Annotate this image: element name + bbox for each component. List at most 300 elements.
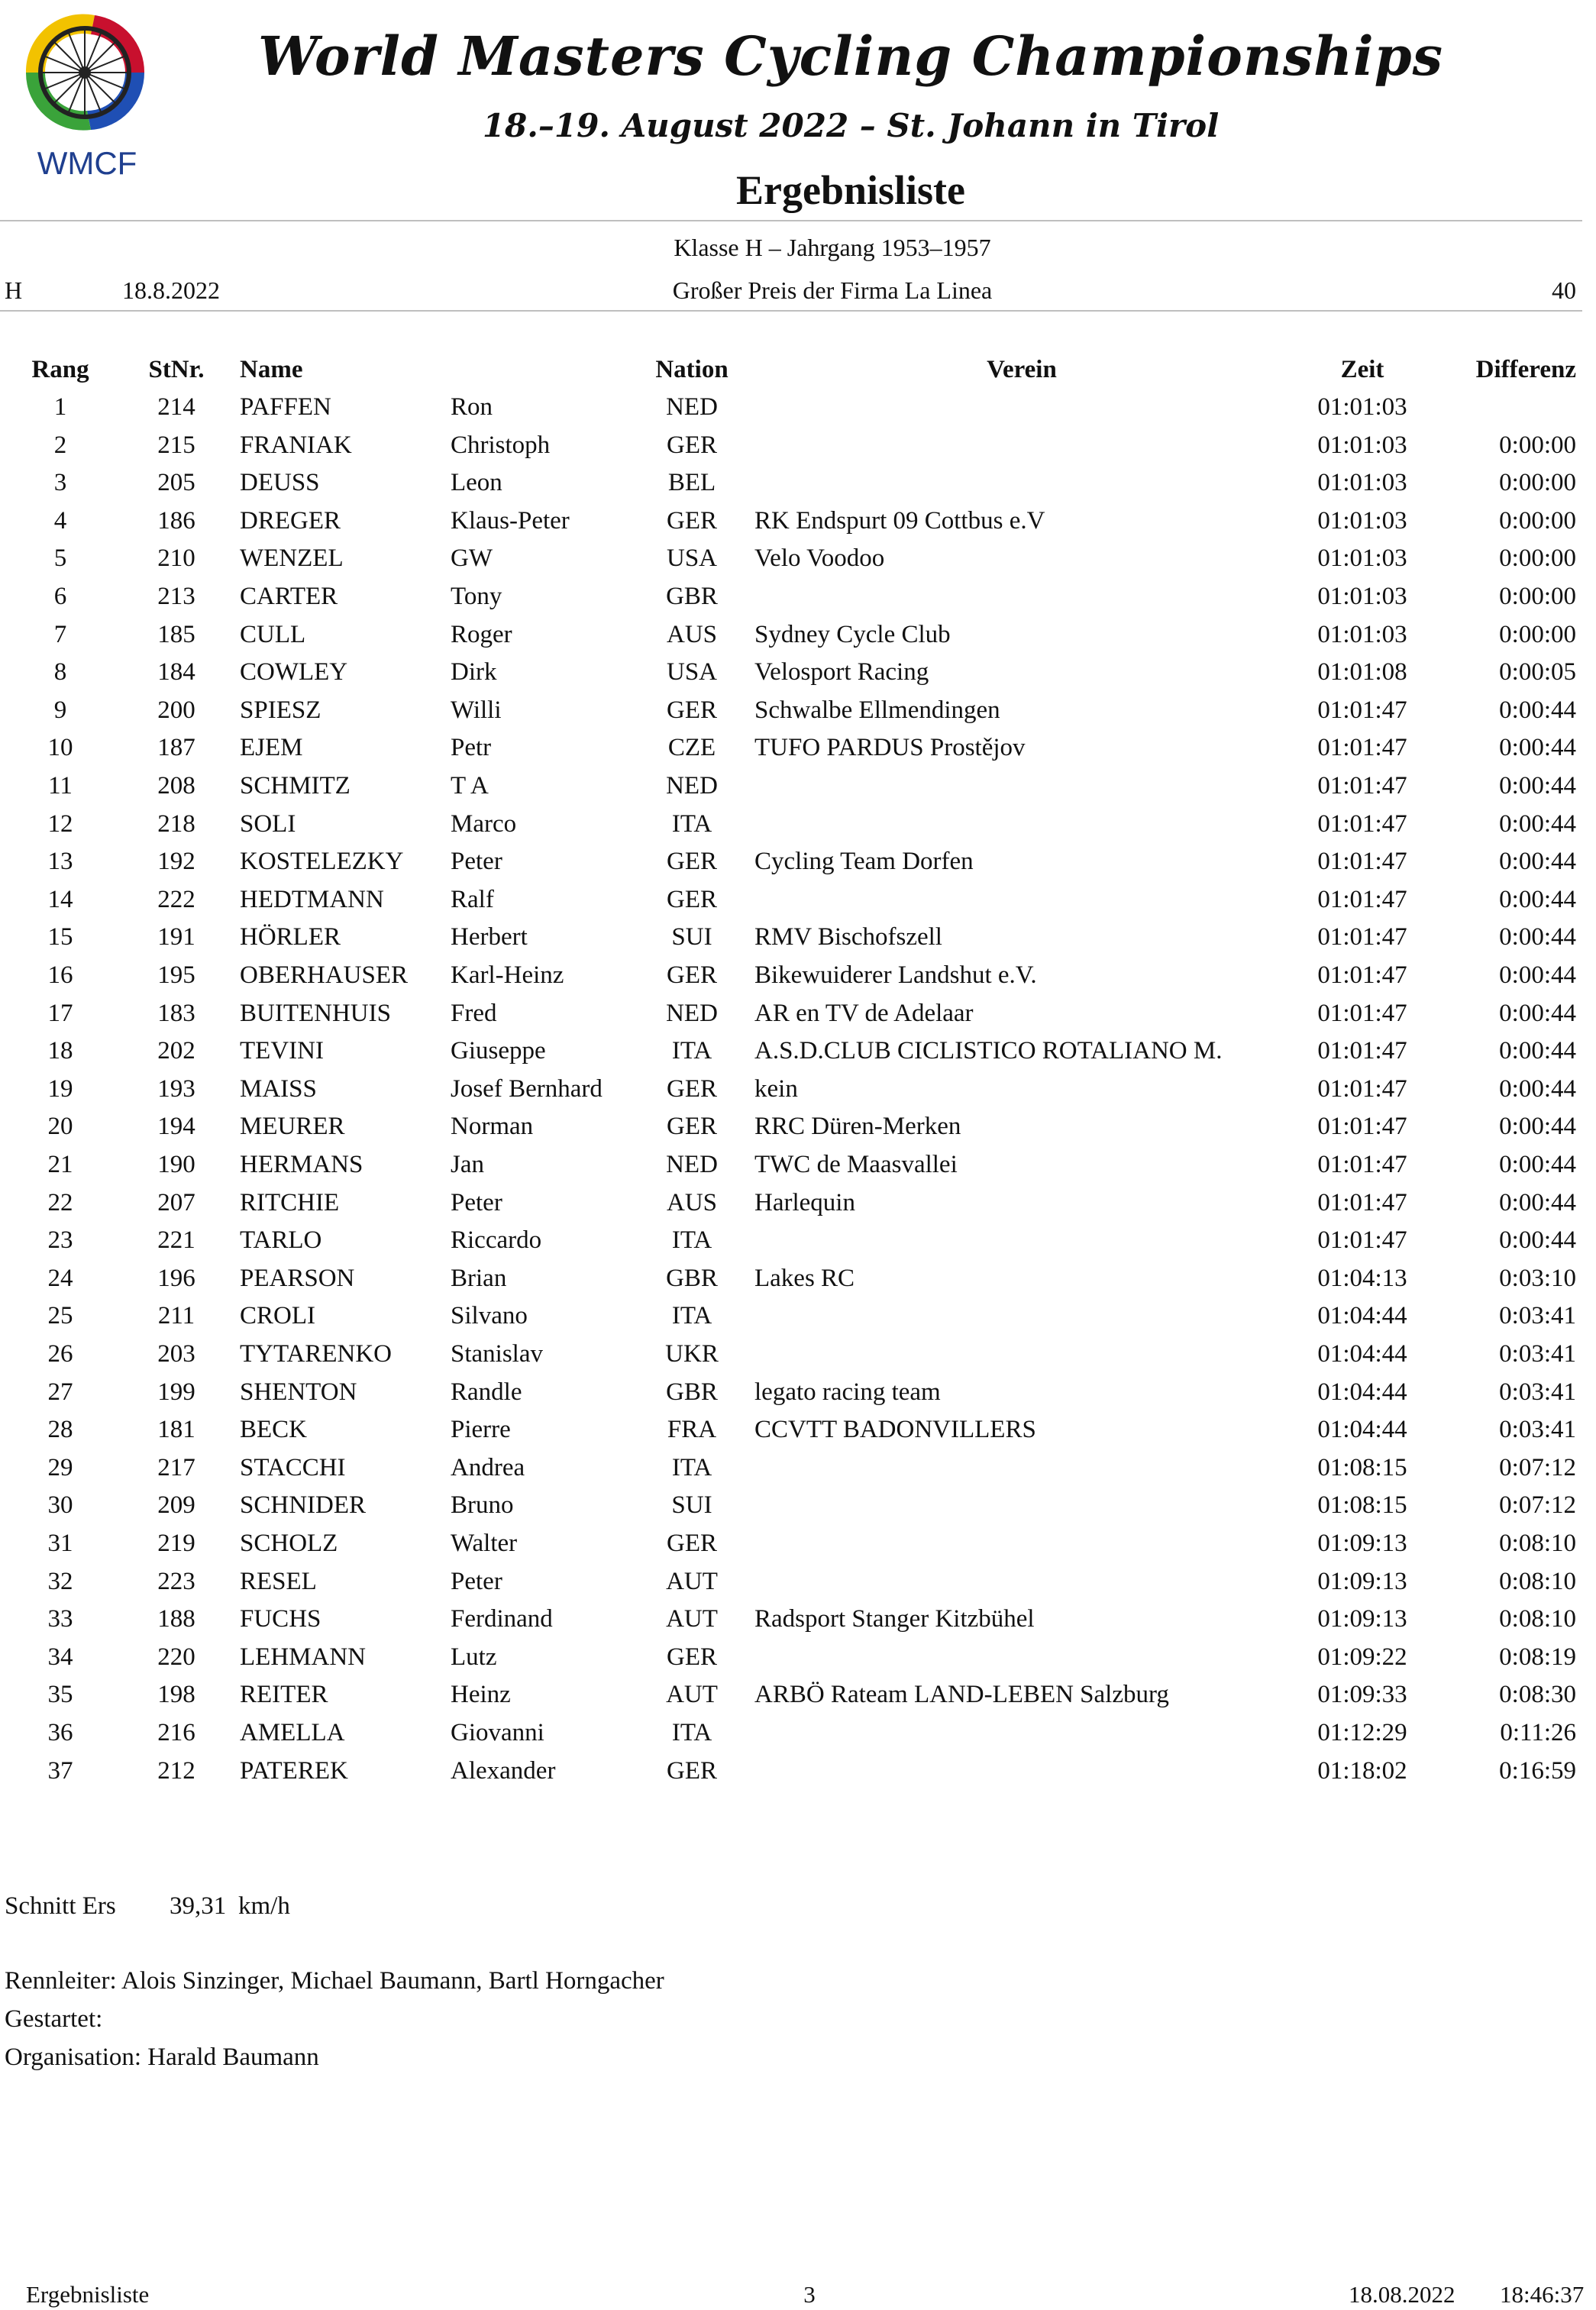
club-cell: ARBÖ Rateam LAND-LEBEN Salzburg [754,1681,1169,1708]
organisation: Organisation: Harald Baumann [5,2043,319,2071]
first-name-cell: Giuseppe [451,1037,546,1065]
col-diff: Differenz [1475,356,1576,383]
first-name-cell: Ralf [451,886,494,913]
club-cell: Schwalbe Ellmendingen [754,696,1000,724]
last-name-cell: HEDTMANN [240,886,384,913]
nation-cell: GER [667,1643,717,1671]
first-name-cell: Bruno [451,1491,514,1519]
first-name-cell: Heinz [451,1681,511,1708]
nation-cell: GER [667,507,717,535]
club-cell: Cycling Team Dorfen [754,848,974,875]
bib-cell: 193 [157,1075,195,1103]
bib-cell: 211 [157,1302,195,1329]
nation-cell: GER [667,886,717,913]
event-subtitle: 18.–19. August 2022 – St. Johann in Tirol [482,107,1220,144]
diff-cell: 0:00:44 [1499,734,1576,761]
bib-cell: 200 [157,696,195,724]
bib-cell: 222 [157,886,195,913]
last-name-cell: TARLO [240,1226,322,1254]
last-name-cell: CARTER [240,583,338,610]
diff-cell: 0:08:10 [1499,1605,1576,1633]
footer-time: 18:46:37 [1500,2281,1585,2308]
bib-cell: 202 [157,1037,195,1065]
nation-cell: AUT [666,1605,718,1633]
diff-cell: 0:00:44 [1499,848,1576,875]
event-title: World Masters Cycling Championships [258,24,1443,88]
bib-cell: 210 [157,544,195,572]
time-cell: 01:04:44 [1317,1302,1407,1329]
club-cell: Bikewuiderer Landshut e.V. [754,961,1037,989]
diff-cell: 0:16:59 [1499,1757,1576,1785]
last-name-cell: LEHMANN [240,1643,366,1671]
time-cell: 01:01:03 [1317,544,1407,572]
diff-cell: 0:00:44 [1499,1075,1576,1103]
rank-cell: 11 [48,772,73,800]
bib-cell: 215 [157,431,195,459]
bib-cell: 218 [157,810,195,838]
svg-text:WMCF: WMCF [37,145,137,181]
rank-cell: 33 [47,1605,73,1633]
nation-cell: GER [667,1113,717,1140]
nation-cell: GER [667,961,717,989]
bib-cell: 214 [157,393,195,421]
diff-cell: 0:00:00 [1499,431,1576,459]
last-name-cell: OBERHAUSER [240,961,409,989]
diff-cell: 0:08:30 [1499,1681,1576,1708]
time-cell: 01:01:03 [1317,621,1407,648]
time-cell: 01:04:13 [1317,1265,1407,1292]
bib-cell: 199 [157,1378,195,1406]
bib-cell: 184 [157,658,195,686]
last-name-cell: PEARSON [240,1265,355,1292]
first-name-cell: Riccardo [451,1226,542,1254]
time-cell: 01:04:44 [1317,1340,1407,1368]
nation-cell: GER [667,1757,717,1785]
divider [0,220,1582,221]
time-cell: 01:01:47 [1317,1000,1407,1027]
nation-cell: NED [666,1151,718,1178]
time-cell: 01:04:44 [1317,1378,1407,1406]
avg-speed-unit: km/h [238,1892,290,1920]
diff-cell: 0:00:00 [1499,583,1576,610]
nation-cell: NED [666,393,718,421]
diff-cell: 0:00:44 [1499,1151,1576,1178]
bib-cell: 181 [157,1416,195,1443]
first-name-cell: Stanislav [451,1340,543,1368]
col-rank: Rang [31,356,89,383]
bib-cell: 223 [157,1568,195,1595]
club-cell: RK Endspurt 09 Cottbus e.V [754,507,1045,535]
time-cell: 01:12:29 [1317,1719,1407,1746]
rank-cell: 9 [53,696,67,724]
bib-cell: 191 [157,923,195,951]
time-cell: 01:04:44 [1317,1416,1407,1443]
first-name-cell: Peter [451,848,502,875]
bib-cell: 186 [157,507,195,535]
first-name-cell: Karl-Heinz [451,961,564,989]
time-cell: 01:09:22 [1317,1643,1407,1671]
nation-cell: BEL [667,469,716,496]
rank-cell: 25 [47,1302,73,1329]
diff-cell: 0:00:44 [1499,696,1576,724]
diff-cell: 0:08:10 [1499,1568,1576,1595]
rank-cell: 22 [47,1189,73,1216]
footer-doc: Ergebnisliste [26,2281,150,2308]
last-name-cell: DREGER [240,507,341,535]
nation-cell: GER [667,431,717,459]
last-name-cell: SPIESZ [240,696,321,724]
last-name-cell: SHENTON [240,1378,357,1406]
rank-cell: 2 [53,431,67,459]
time-cell: 01:01:47 [1317,923,1407,951]
time-cell: 01:01:47 [1317,696,1407,724]
first-name-cell: Giovanni [451,1719,544,1746]
time-cell: 01:01:03 [1317,431,1407,459]
club-cell: Velosport Racing [754,658,929,686]
last-name-cell: SCHNIDER [240,1491,367,1519]
first-name-cell: Dirk [451,658,497,686]
race-date: 18.8.2022 [122,276,220,304]
bib-cell: 194 [157,1113,195,1140]
rank-cell: 20 [47,1113,73,1140]
time-cell: 01:01:47 [1317,1226,1407,1254]
rank-cell: 21 [47,1151,73,1178]
diff-cell: 0:00:44 [1499,1189,1576,1216]
bib-cell: 212 [157,1757,195,1785]
bib-cell: 187 [157,734,195,761]
bib-cell: 213 [157,583,195,610]
diff-cell: 0:00:44 [1499,1037,1576,1065]
nation-cell: GER [667,1530,717,1557]
time-cell: 01:09:13 [1317,1568,1407,1595]
rank-cell: 1 [53,393,67,421]
diff-cell: 0:00:00 [1499,544,1576,572]
footer-date: 18.08.2022 [1349,2281,1455,2308]
last-name-cell: AMELLA [240,1719,345,1746]
avg-speed-label: Schnitt Ers [5,1892,116,1920]
time-cell: 01:01:47 [1317,734,1407,761]
class-code: H [5,276,23,304]
time-cell: 01:01:47 [1317,961,1407,989]
time-cell: 01:18:02 [1317,1757,1407,1785]
first-name-cell: Christoph [451,431,551,459]
bib-cell: 209 [157,1491,195,1519]
last-name-cell: TYTARENKO [240,1340,392,1368]
avg-speed-value: 39,31 [170,1892,227,1920]
rank-cell: 17 [47,1000,73,1027]
rank-cell: 31 [47,1530,73,1557]
time-cell: 01:01:47 [1317,886,1407,913]
club-cell: RRC Düren-Merken [754,1113,961,1140]
time-cell: 01:01:47 [1317,1075,1407,1103]
diff-cell: 0:11:26 [1500,1719,1576,1746]
first-name-cell: Alexander [451,1757,556,1785]
last-name-cell: BECK [240,1416,308,1443]
last-name-cell: MAISS [240,1075,317,1103]
diff-cell: 0:00:00 [1499,507,1576,535]
rank-cell: 12 [47,810,73,838]
bib-cell: 192 [157,848,195,875]
time-cell: 01:01:47 [1317,1151,1407,1178]
club-cell: kein [754,1075,798,1103]
time-cell: 01:01:47 [1317,1037,1407,1065]
first-name-cell: Peter [451,1568,502,1595]
last-name-cell: STACCHI [240,1454,346,1481]
nation-cell: GER [667,1075,717,1103]
nation-cell: NED [666,1000,718,1027]
bib-cell: 205 [157,469,195,496]
nation-cell: GBR [666,1265,718,1292]
nation-cell: SUI [671,1491,712,1519]
diff-cell: 0:00:44 [1499,886,1576,913]
club-cell: CCVTT BADONVILLERS [754,1416,1036,1443]
bib-cell: 216 [157,1719,195,1746]
first-name-cell: Brian [451,1265,507,1292]
rank-cell: 37 [47,1757,73,1785]
last-name-cell: CROLI [240,1302,315,1329]
rank-cell: 15 [47,923,73,951]
nation-cell: AUS [666,621,718,648]
club-cell: TWC de Maasvallei [754,1151,958,1178]
rank-cell: 13 [47,848,73,875]
race-directors: Rennleiter: Alois Sinzinger, Michael Baumann, Bartl Horngacher [5,1967,664,1995]
last-name-cell: FRANIAK [240,431,352,459]
bib-cell: 217 [157,1454,195,1481]
bib-cell: 185 [157,621,195,648]
time-cell: 01:08:15 [1317,1454,1407,1481]
document-title: Ergebnisliste [735,167,965,213]
nation-cell: ITA [671,810,712,838]
rank-cell: 3 [53,469,67,496]
first-name-cell: Andrea [451,1454,525,1481]
diff-cell: 0:00:44 [1499,772,1576,800]
first-name-cell: Herbert [451,923,528,951]
nation-cell: AUS [666,1189,718,1216]
nation-cell: GBR [666,1378,718,1406]
first-name-cell: Silvano [451,1302,528,1329]
rank-cell: 32 [47,1568,73,1595]
time-cell: 01:01:03 [1317,393,1407,421]
rank-cell: 10 [47,734,73,761]
time-cell: 01:01:03 [1317,583,1407,610]
rank-cell: 18 [47,1037,73,1065]
first-name-cell: Marco [451,810,517,838]
last-name-cell: SCHMITZ [240,772,351,800]
first-name-cell: Roger [451,621,512,648]
last-name-cell: COWLEY [240,658,348,686]
col-club: Verein [987,356,1057,383]
last-name-cell: DEUSS [240,469,320,496]
rank-cell: 26 [47,1340,73,1368]
rank-cell: 28 [47,1416,73,1443]
first-name-cell: Fred [451,1000,497,1027]
first-name-cell: Pierre [451,1416,511,1443]
time-cell: 01:01:47 [1317,772,1407,800]
rank-cell: 16 [47,961,73,989]
nation-cell: AUT [666,1681,718,1708]
last-name-cell: HERMANS [240,1151,363,1178]
rank-cell: 4 [53,507,67,535]
last-name-cell: FUCHS [240,1605,321,1633]
nation-cell: FRA [667,1416,717,1443]
diff-cell: 0:08:19 [1499,1643,1576,1671]
bib-cell: 198 [157,1681,195,1708]
rank-cell: 29 [47,1454,73,1481]
diff-cell: 0:03:41 [1499,1378,1576,1406]
time-cell: 01:09:13 [1317,1605,1407,1633]
last-name-cell: RESEL [240,1568,317,1595]
participant-count: 40 [1552,276,1576,304]
time-cell: 01:01:47 [1317,810,1407,838]
bib-cell: 220 [157,1643,195,1671]
nation-cell: ITA [671,1226,712,1254]
bib-cell: 196 [157,1265,195,1292]
rank-cell: 35 [47,1681,73,1708]
started-label: Gestartet: [5,2005,103,2033]
time-cell: 01:01:03 [1317,507,1407,535]
first-name-cell: Klaus-Peter [451,507,570,535]
col-time: Zeit [1340,356,1384,383]
col-name: Name [240,356,303,383]
nation-cell: GER [667,696,717,724]
first-name-cell: GW [451,544,493,572]
nation-cell: USA [666,544,718,572]
first-name-cell: Ferdinand [451,1605,553,1633]
time-cell: 01:01:47 [1317,848,1407,875]
col-bib: StNr. [148,356,205,383]
first-name-cell: Walter [451,1530,518,1557]
club-cell: legato racing team [754,1378,941,1406]
bib-cell: 188 [157,1605,195,1633]
rank-cell: 23 [47,1226,73,1254]
rank-cell: 19 [47,1075,73,1103]
divider [0,310,1582,312]
diff-cell: 0:00:00 [1499,469,1576,496]
nation-cell: UKR [665,1340,719,1368]
diff-cell: 0:00:44 [1499,1113,1576,1140]
nation-cell: NED [666,772,718,800]
time-cell: 01:01:47 [1317,1189,1407,1216]
bib-cell: 183 [157,1000,195,1027]
last-name-cell: SCHOLZ [240,1530,338,1557]
first-name-cell: Jan [451,1151,484,1178]
diff-cell: 0:07:12 [1499,1454,1576,1481]
time-cell: 01:01:08 [1317,658,1407,686]
last-name-cell: SOLI [240,810,296,838]
last-name-cell: HÖRLER [240,923,341,951]
last-name-cell: REITER [240,1681,328,1708]
club-cell: Velo Voodoo [754,544,885,572]
rank-cell: 8 [53,658,67,686]
diff-cell: 0:03:41 [1499,1416,1576,1443]
last-name-cell: EJEM [240,734,303,761]
diff-cell: 0:07:12 [1499,1491,1576,1519]
diff-cell: 0:00:00 [1499,621,1576,648]
last-name-cell: PATEREK [240,1757,348,1785]
rank-cell: 7 [53,621,67,648]
bib-cell: 190 [157,1151,195,1178]
rank-cell: 6 [53,583,67,610]
diff-cell: 0:00:44 [1499,810,1576,838]
first-name-cell: Josef Bernhard [451,1075,603,1103]
first-name-cell: T A [451,772,489,800]
class-line: Klasse H – Jahrgang 1953–1957 [674,234,991,261]
last-name-cell: KOSTELEZKY [240,848,404,875]
first-name-cell: Randle [451,1378,522,1406]
club-cell: Sydney Cycle Club [754,621,951,648]
first-name-cell: Tony [451,583,502,610]
club-cell: TUFO PARDUS Prostějov [754,734,1026,761]
rank-cell: 36 [47,1719,73,1746]
club-cell: Harlequin [754,1189,855,1216]
club-cell: RMV Bischofszell [754,923,942,951]
first-name-cell: Willi [451,696,502,724]
time-cell: 01:08:15 [1317,1491,1407,1519]
rank-cell: 24 [47,1265,73,1292]
nation-cell: ITA [671,1454,712,1481]
first-name-cell: Lutz [451,1643,497,1671]
nation-cell: SUI [671,923,712,951]
last-name-cell: RITCHIE [240,1189,340,1216]
last-name-cell: MEURER [240,1113,345,1140]
rank-cell: 34 [47,1643,73,1671]
first-name-cell: Norman [451,1113,534,1140]
rank-cell: 5 [53,544,67,572]
time-cell: 01:01:47 [1317,1113,1407,1140]
nation-cell: ITA [671,1037,712,1065]
col-nation: Nation [655,356,729,383]
diff-cell: 0:08:10 [1499,1530,1576,1557]
diff-cell: 0:00:44 [1499,923,1576,951]
last-name-cell: PAFFEN [240,393,331,421]
nation-cell: USA [666,658,718,686]
diff-cell: 0:00:05 [1499,658,1576,686]
diff-cell: 0:03:41 [1499,1302,1576,1329]
first-name-cell: Petr [451,734,492,761]
club-cell: A.S.D.CLUB CICLISTICO ROTALIANO M. [754,1037,1223,1065]
first-name-cell: Ron [451,393,493,421]
diff-cell: 0:00:44 [1499,961,1576,989]
nation-cell: CZE [667,734,716,761]
time-cell: 01:09:13 [1317,1530,1407,1557]
bib-cell: 219 [157,1530,195,1557]
last-name-cell: TEVINI [240,1037,324,1065]
footer-page: 3 [803,2281,816,2308]
nation-cell: GER [667,848,717,875]
nation-cell: ITA [671,1719,712,1746]
last-name-cell: CULL [240,621,306,648]
diff-cell: 0:00:44 [1499,1226,1576,1254]
last-name-cell: WENZEL [240,544,344,572]
bib-cell: 195 [157,961,195,989]
first-name-cell: Leon [451,469,502,496]
last-name-cell: BUITENHUIS [240,1000,391,1027]
time-cell: 01:09:33 [1317,1681,1407,1708]
bib-cell: 203 [157,1340,195,1368]
bib-cell: 207 [157,1189,195,1216]
rank-cell: 14 [47,886,73,913]
nation-cell: ITA [671,1302,712,1329]
diff-cell: 0:00:44 [1499,1000,1576,1027]
race-name: Großer Preis der Firma La Linea [672,276,993,304]
club-cell: AR en TV de Adelaar [754,1000,974,1027]
first-name-cell: Peter [451,1189,502,1216]
rank-cell: 27 [47,1378,73,1406]
diff-cell: 0:03:41 [1499,1340,1576,1368]
nation-cell: GBR [666,583,718,610]
time-cell: 01:01:03 [1317,469,1407,496]
bib-cell: 208 [157,772,195,800]
